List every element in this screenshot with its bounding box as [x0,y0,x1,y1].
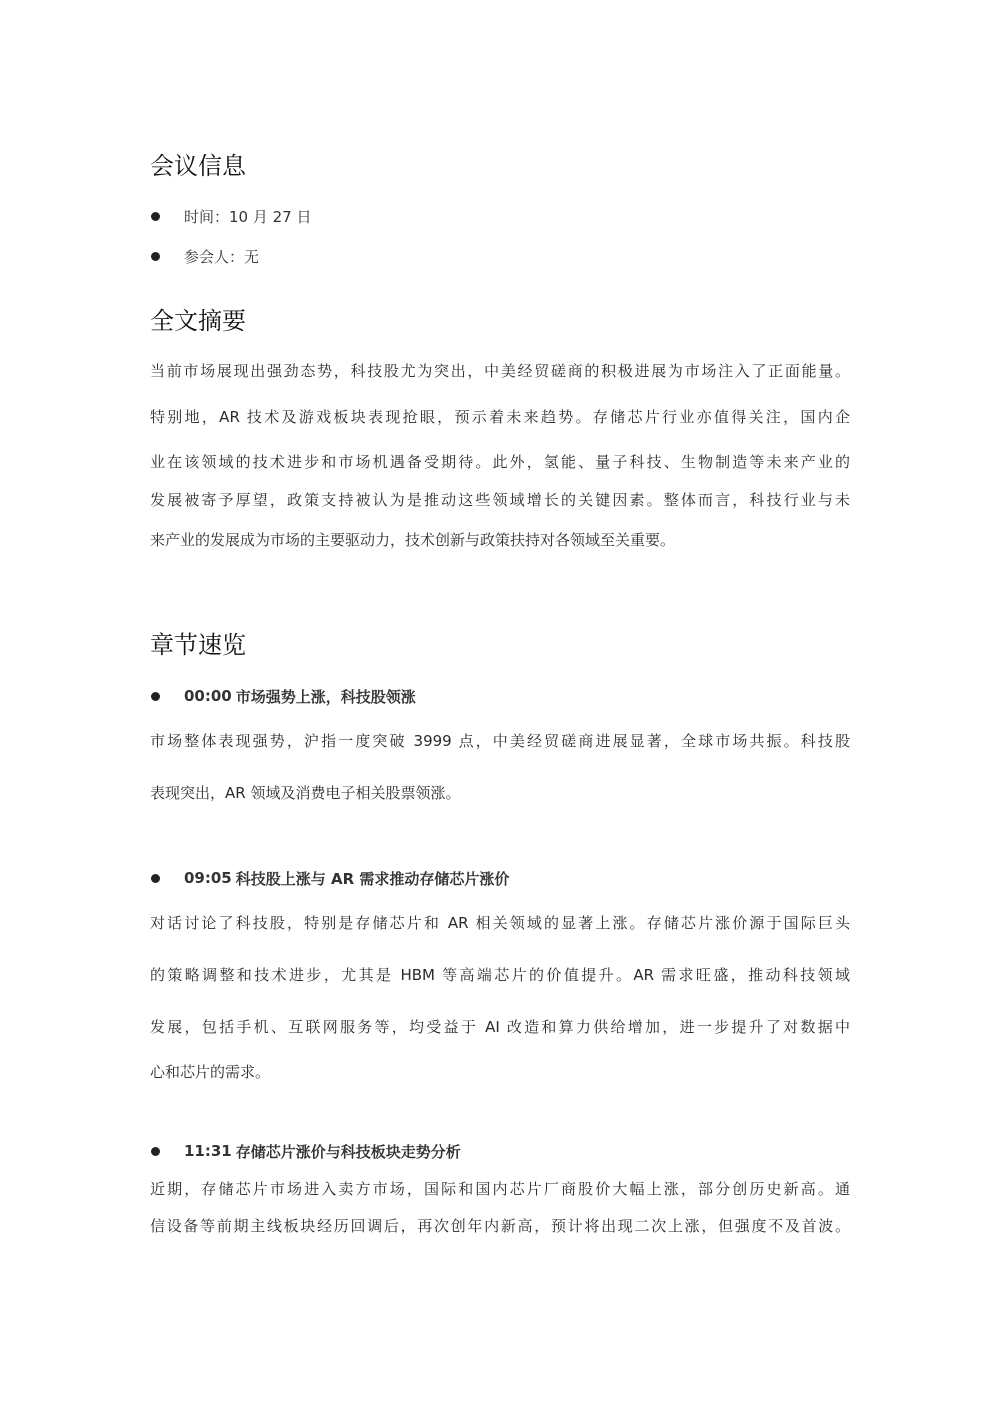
bullet-icon [151,874,160,883]
chapter-line: 近期，存储芯片市场进入卖方市场，国际和国内芯片厂商股价大幅上涨，部分创历史新高。通 [150,1180,850,1198]
meeting-attendees-item [150,244,259,268]
chapter-line: 信设备等前期主线板块经历回调后，再次创年内新高，预计将出现二次上涨，但强度不及首波。 [150,1217,850,1235]
meeting-time-item [150,204,312,228]
chapter-line: 对话讨论了科技股，特别是存储芯片和 AR 相关领域的显著上涨。存储芯片涨价源于国际巨头 [150,914,850,932]
bullet-icon [151,1147,160,1156]
chapter-heading-text: 科技股上涨与 AR 需求推动存储芯片涨价 [235,869,510,888]
chapter-heading [150,684,416,708]
chapter-heading [150,866,509,890]
bullet-icon [151,212,160,221]
chapters-title: 章节速览 [150,631,246,659]
meeting-attendees-value: 无 [244,247,260,266]
chapter-timestamp: 11:31 [184,1142,232,1160]
chapter-line: 发展，包括手机、互联网服务等，均受益于 AI 改造和算力供给增加，进一步提升了对数据中 [150,1018,850,1036]
bullet-icon [151,252,160,261]
chapter-timestamp: 00:00 [184,687,232,705]
chapter-timestamp: 09:05 [184,869,232,887]
chapter-line: 表现突出，AR 领域及消费电子相关股票领涨。 [150,784,461,802]
meeting-time-value: 10 月 27 日 [229,207,312,226]
meeting-time-label: 时间： [184,207,230,226]
chapter-heading [150,1139,461,1163]
chapter-heading-text: 市场强势上涨，科技股领涨 [235,687,416,706]
chapter-line: 市场整体表现强势，沪指一度突破 3999 点，中美经贸磋商进展显著，全球市场共振。科技股 [150,732,850,750]
bullet-icon [151,692,160,701]
summary-line: 当前市场展现出强劲态势，科技股尤为突出，中美经贸磋商的积极进展为市场注入了正面能量。 [150,362,850,380]
summary-line: 业在该领域的技术进步和市场机遇备受期待。此外，氢能、量子科技、生物制造等未来产业的 [150,453,850,471]
summary-line: 来产业的发展成为市场的主要驱动力，技术创新与政策扶持对各领域至关重要。 [150,531,676,549]
summary-title: 全文摘要 [150,307,246,335]
chapter-line: 的策略调整和技术进步，尤其是 HBM 等高端芯片的价值提升。AR 需求旺盛，推动科技领域 [150,966,850,984]
meeting-attendees-label: 参会人： [184,247,245,266]
summary-line: 特别地，AR 技术及游戏板块表现抢眼，预示着未来趋势。存储芯片行业亦值得关注，国内企 [150,408,850,426]
meeting-info-title: 会议信息 [150,152,246,180]
chapter-line: 心和芯片的需求。 [150,1063,271,1081]
chapter-heading-text: 存储芯片涨价与科技板块走势分析 [235,1142,461,1161]
summary-line: 发展被寄予厚望，政策支持被认为是推动这些领域增长的关键因素。整体而言，科技行业与未 [150,491,850,509]
